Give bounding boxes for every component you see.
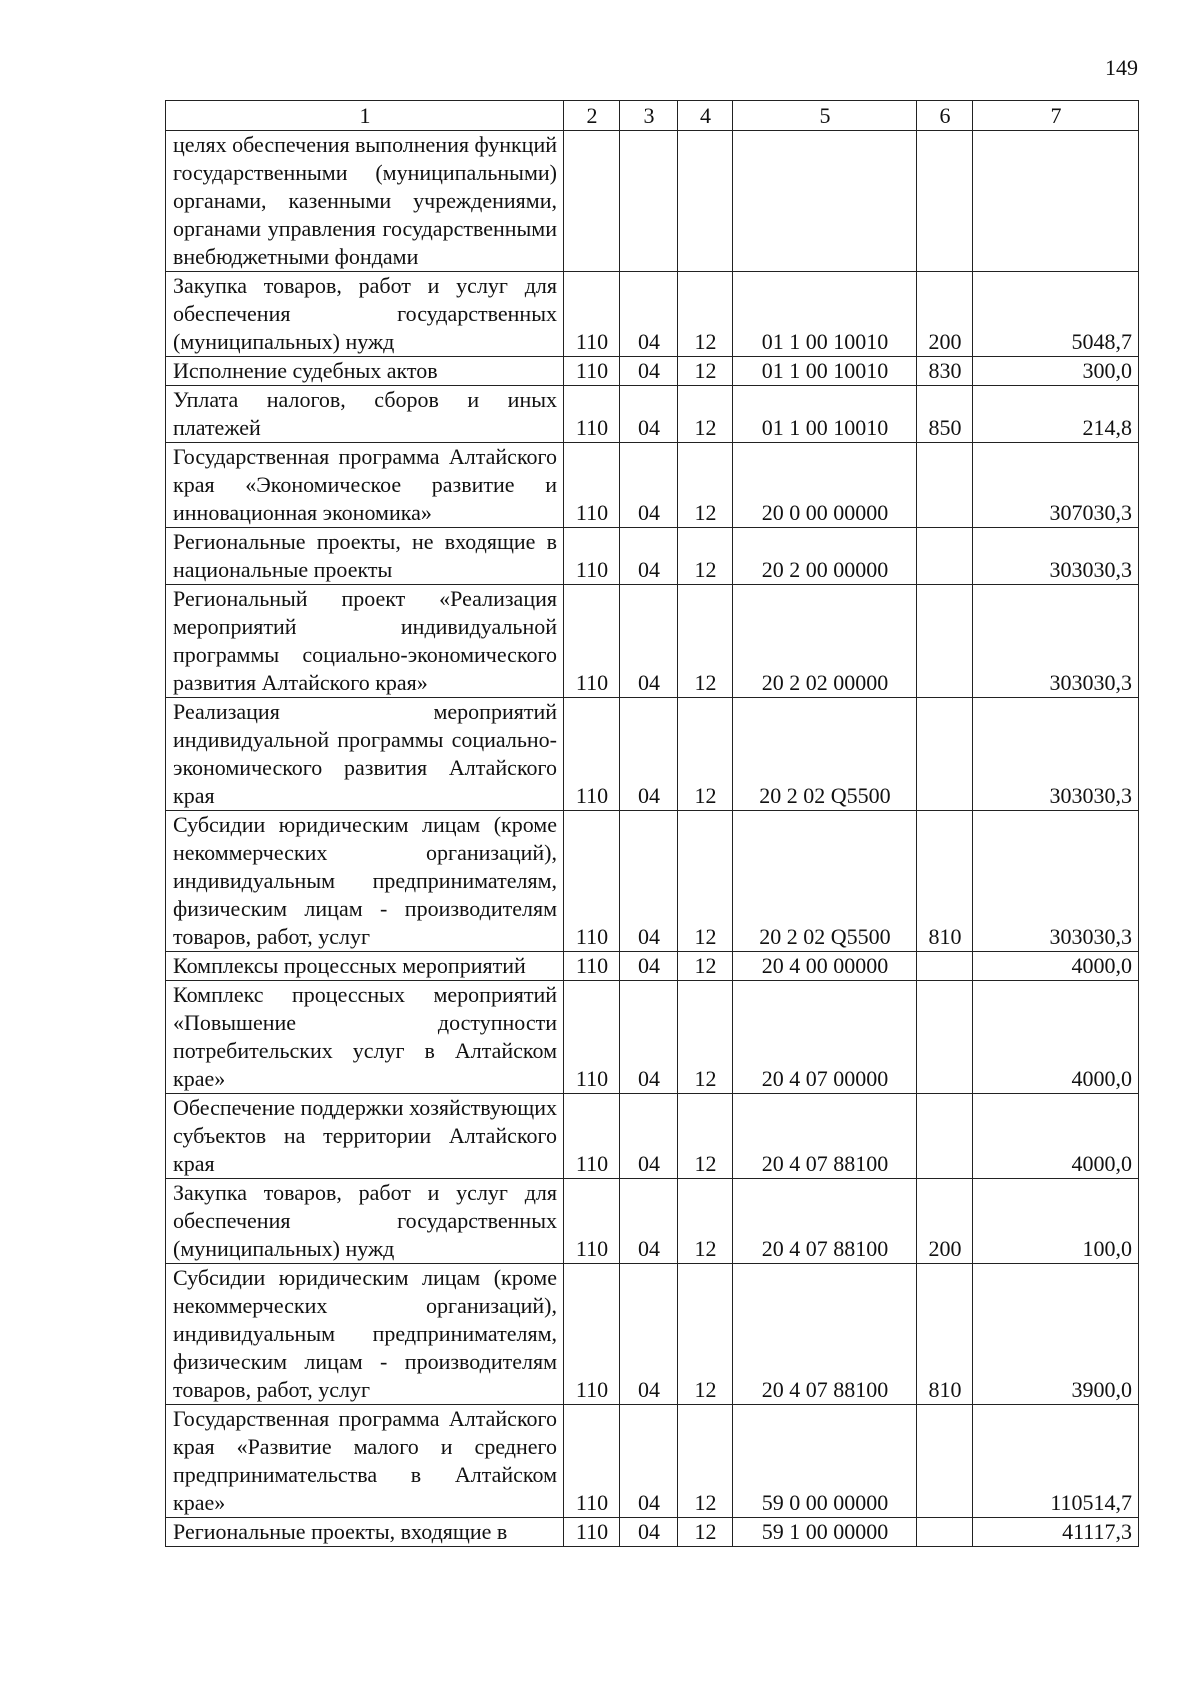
- col3-cell: 04: [620, 272, 678, 357]
- col2-cell: 110: [564, 443, 620, 528]
- table-row: [166, 811, 1139, 952]
- col4-cell: 12: [678, 1264, 733, 1405]
- description-cell: Исполнение судебных актов: [166, 357, 564, 386]
- budget-table: [165, 100, 1139, 1547]
- header-cell-1: 1: [166, 101, 564, 131]
- table-row: [166, 386, 1139, 443]
- col3-cell: 04: [620, 1094, 678, 1179]
- table-row: [166, 357, 1139, 386]
- type-cell: [917, 952, 973, 981]
- description-cell: Закупка товаров, работ и услуг для обеспечения государственных (муниципальных) нужд: [166, 1179, 564, 1264]
- col3-cell: 04: [620, 952, 678, 981]
- amount-cell: 303030,3: [973, 698, 1139, 811]
- type-cell: [917, 1518, 973, 1547]
- table-row: [166, 1518, 1139, 1547]
- col4-cell: 12: [678, 981, 733, 1094]
- col2-cell: 110: [564, 981, 620, 1094]
- code-cell: 59 1 00 00000: [733, 1518, 917, 1547]
- type-cell: 830: [917, 357, 973, 386]
- code-cell: 20 2 02 00000: [733, 585, 917, 698]
- col3-cell: 04: [620, 585, 678, 698]
- table-row: [166, 1179, 1139, 1264]
- code-cell: 01 1 00 10010: [733, 386, 917, 443]
- col4-cell: 12: [678, 357, 733, 386]
- code-cell: [733, 131, 917, 272]
- type-cell: [917, 131, 973, 272]
- type-cell: 200: [917, 272, 973, 357]
- col4-cell: 12: [678, 1094, 733, 1179]
- col3-cell: 04: [620, 698, 678, 811]
- type-cell: 810: [917, 1264, 973, 1405]
- description-cell: Комплексы процессных мероприятий: [166, 952, 564, 981]
- description-cell: Региональные проекты, не входящие в национальные проекты: [166, 528, 564, 585]
- code-cell: 01 1 00 10010: [733, 357, 917, 386]
- amount-cell: 3900,0: [973, 1264, 1139, 1405]
- type-cell: [917, 698, 973, 811]
- description-cell: Обеспечение поддержки хозяйствующих субъектов на территории Алтайского края: [166, 1094, 564, 1179]
- table-row: [166, 272, 1139, 357]
- amount-cell: 5048,7: [973, 272, 1139, 357]
- col3-cell: 04: [620, 1405, 678, 1518]
- col4-cell: [678, 131, 733, 272]
- table-row: [166, 131, 1139, 272]
- col4-cell: 12: [678, 952, 733, 981]
- table-row: [166, 443, 1139, 528]
- col2-cell: 110: [564, 698, 620, 811]
- description-cell: Комплекс процессных мероприятий «Повышение доступности потребительских услуг в Алтайском крае»: [166, 981, 564, 1094]
- header-cell-7: 7: [973, 101, 1139, 131]
- amount-cell: 41117,3: [973, 1518, 1139, 1547]
- code-cell: 20 2 02 Q5500: [733, 811, 917, 952]
- header-cell-5: 5: [733, 101, 917, 131]
- code-cell: 20 2 02 Q5500: [733, 698, 917, 811]
- col2-cell: 110: [564, 528, 620, 585]
- col2-cell: [564, 131, 620, 272]
- amount-cell: [973, 131, 1139, 272]
- page-number: 149: [1105, 55, 1138, 80]
- table-row: [166, 1264, 1139, 1405]
- table-row: [166, 528, 1139, 585]
- col2-cell: 110: [564, 1094, 620, 1179]
- description-cell: целях обеспечения выполнения функций государственными (муниципальными) органами, казенными учреждениями, органами управления государственными внебюджетными фондами: [166, 131, 564, 272]
- description-cell: Региональный проект «Реализация мероприятий индивидуальной программы социально-экономического развития Алтайского края»: [166, 585, 564, 698]
- code-cell: 20 2 00 00000: [733, 528, 917, 585]
- col4-cell: 12: [678, 1405, 733, 1518]
- type-cell: [917, 1405, 973, 1518]
- col3-cell: 04: [620, 528, 678, 585]
- type-cell: 810: [917, 811, 973, 952]
- description-cell: Государственная программа Алтайского края «Развитие малого и среднего предпринимательства в Алтайском крае»: [166, 1405, 564, 1518]
- table-row: [166, 952, 1139, 981]
- col4-cell: 12: [678, 528, 733, 585]
- col4-cell: 12: [678, 1179, 733, 1264]
- col2-cell: 110: [564, 585, 620, 698]
- amount-cell: 214,8: [973, 386, 1139, 443]
- col4-cell: 12: [678, 443, 733, 528]
- col2-cell: 110: [564, 1179, 620, 1264]
- code-cell: 20 4 07 88100: [733, 1094, 917, 1179]
- code-cell: 20 0 00 00000: [733, 443, 917, 528]
- description-cell: Закупка товаров, работ и услуг для обеспечения государственных (муниципальных) нужд: [166, 272, 564, 357]
- amount-cell: 4000,0: [973, 981, 1139, 1094]
- col3-cell: 04: [620, 981, 678, 1094]
- col2-cell: 110: [564, 272, 620, 357]
- col2-cell: 110: [564, 1405, 620, 1518]
- type-cell: [917, 1094, 973, 1179]
- header-cell-4: 4: [678, 101, 733, 131]
- table-row: [166, 585, 1139, 698]
- type-cell: 850: [917, 386, 973, 443]
- description-cell: Государственная программа Алтайского края «Экономическое развитие и инновационная экономика»: [166, 443, 564, 528]
- col4-cell: 12: [678, 272, 733, 357]
- col2-cell: 110: [564, 357, 620, 386]
- header-cell-2: 2: [564, 101, 620, 131]
- col3-cell: 04: [620, 811, 678, 952]
- col2-cell: 110: [564, 811, 620, 952]
- amount-cell: 303030,3: [973, 585, 1139, 698]
- col3-cell: 04: [620, 357, 678, 386]
- col4-cell: 12: [678, 698, 733, 811]
- col4-cell: 12: [678, 811, 733, 952]
- amount-cell: 303030,3: [973, 811, 1139, 952]
- col3-cell: [620, 131, 678, 272]
- type-cell: [917, 981, 973, 1094]
- col4-cell: 12: [678, 585, 733, 698]
- type-cell: [917, 528, 973, 585]
- type-cell: [917, 443, 973, 528]
- col2-cell: 110: [564, 386, 620, 443]
- description-cell: Уплата налогов, сборов и иных платежей: [166, 386, 564, 443]
- amount-cell: 110514,7: [973, 1405, 1139, 1518]
- amount-cell: 300,0: [973, 357, 1139, 386]
- col2-cell: 110: [564, 1264, 620, 1405]
- description-cell: Реализация мероприятий индивидуальной программы социально-экономического развития Алтайского края: [166, 698, 564, 811]
- amount-cell: 4000,0: [973, 1094, 1139, 1179]
- code-cell: 20 4 07 00000: [733, 981, 917, 1094]
- amount-cell: 100,0: [973, 1179, 1139, 1264]
- table-row: [166, 981, 1139, 1094]
- type-cell: [917, 585, 973, 698]
- col3-cell: 04: [620, 386, 678, 443]
- col2-cell: 110: [564, 1518, 620, 1547]
- header-cell-6: 6: [917, 101, 973, 131]
- col4-cell: 12: [678, 1518, 733, 1547]
- table-row: [166, 1405, 1139, 1518]
- code-cell: 59 0 00 00000: [733, 1405, 917, 1518]
- description-cell: Субсидии юридическим лицам (кроме некоммерческих организаций), индивидуальным предпринимателям, физическим лицам - производителям товаров, работ, услуг: [166, 1264, 564, 1405]
- amount-cell: 303030,3: [973, 528, 1139, 585]
- col3-cell: 04: [620, 1179, 678, 1264]
- table-row: [166, 698, 1139, 811]
- type-cell: 200: [917, 1179, 973, 1264]
- col2-cell: 110: [564, 952, 620, 981]
- description-cell: Региональные проекты, входящие в: [166, 1518, 564, 1547]
- col3-cell: 04: [620, 1264, 678, 1405]
- amount-cell: 4000,0: [973, 952, 1139, 981]
- code-cell: 20 4 07 88100: [733, 1179, 917, 1264]
- col3-cell: 04: [620, 1518, 678, 1547]
- header-cell-3: 3: [620, 101, 678, 131]
- col4-cell: 12: [678, 386, 733, 443]
- description-cell: Субсидии юридическим лицам (кроме некоммерческих организаций), индивидуальным предпринимателям, физическим лицам - производителям товаров, работ, услуг: [166, 811, 564, 952]
- code-cell: 20 4 00 00000: [733, 952, 917, 981]
- col3-cell: 04: [620, 443, 678, 528]
- header-row: [166, 101, 1139, 131]
- code-cell: 20 4 07 88100: [733, 1264, 917, 1405]
- code-cell: 01 1 00 10010: [733, 272, 917, 357]
- table-row: [166, 1094, 1139, 1179]
- amount-cell: 307030,3: [973, 443, 1139, 528]
